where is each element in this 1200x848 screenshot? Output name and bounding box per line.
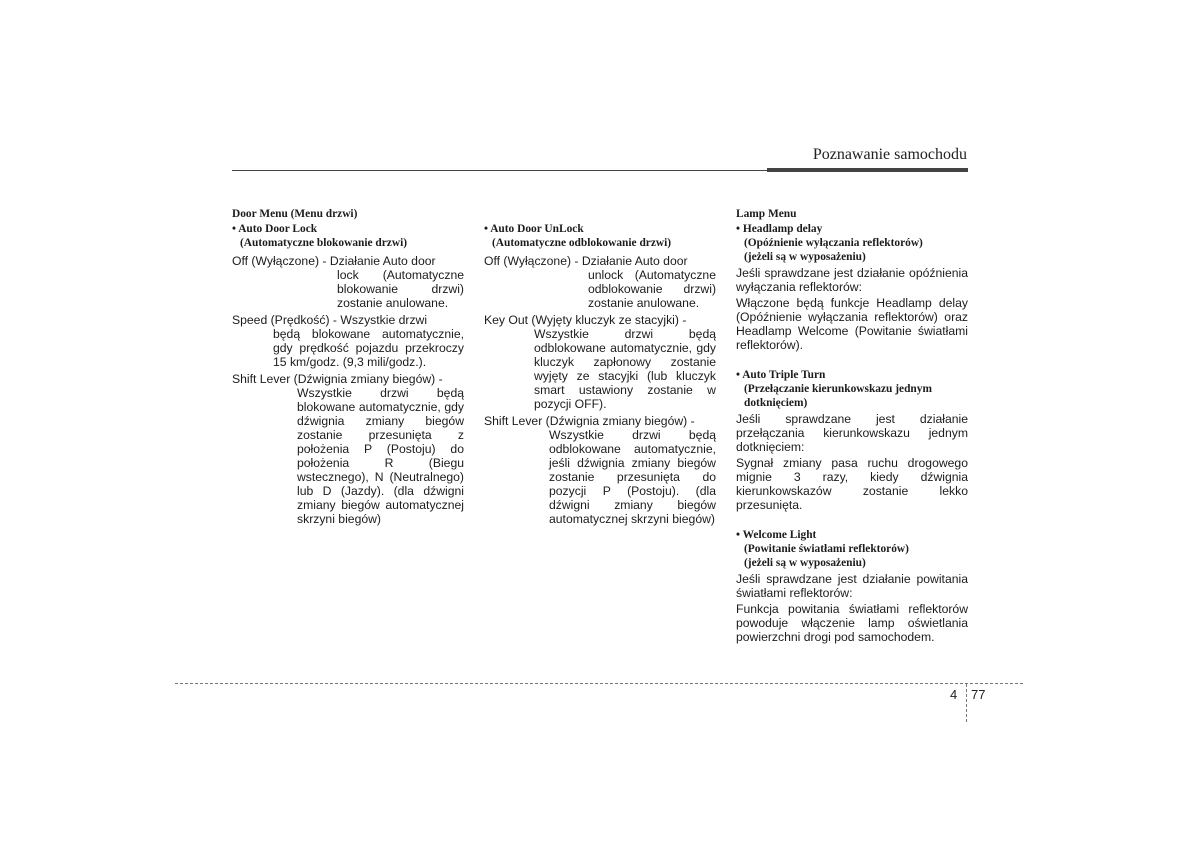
subsection-note: (jeżeli są w wyposażeniu) <box>744 556 866 569</box>
paragraph: Funkcja powitania światłami reflektorów powoduje włączenie lamp oświetlania powierzchni drogi pod samochodem. <box>736 602 968 644</box>
section-heading: Door Menu (Menu drzwi) <box>232 208 358 220</box>
subsection-description: (Powitanie światłami reflektorów) <box>744 543 909 555</box>
paragraph: Jeśli sprawdzane jest działanie powitania światłami reflektorów: <box>736 572 968 600</box>
option-head: Off (Wyłączone) - Działanie Auto door <box>484 253 688 268</box>
subsection-title: • Welcome Light <box>736 529 817 541</box>
option-body: unlock (Automatyczne odblokowanie drzwi) zostanie anulowane. <box>588 267 716 310</box>
subsection-description: (Automatyczne blokowanie drzwi) <box>240 237 408 249</box>
option-entry <box>232 313 464 369</box>
option-body: Wszystkie drzwi będą odblokowane automatycznie, gdy kluczyk zapłonowy zostanie wyjęty ze stacyjki (lub kluczyk smart ustawiony zostanie w pozycji OFF). <box>534 326 716 411</box>
paragraph: Włączone będą funkcje Headlamp delay (Opóźnienie wyłączania reflektorów) oraz Headlamp Welcome (Powitanie światłami reflektorów). <box>736 296 968 352</box>
page-number: 77 <box>971 687 986 702</box>
option-entry <box>484 313 716 411</box>
subsection-description: (Przełączanie kierunkowskazu jednym <box>744 383 932 395</box>
subsection-title: • Auto Door UnLock <box>484 223 584 235</box>
subsection-title: • Headlamp delay <box>736 223 823 235</box>
option-body: lock (Automatyczne blokowanie drzwi) zostanie anulowane. <box>337 267 464 310</box>
option-entry <box>232 254 464 310</box>
option-body: będą blokowane automatycznie, gdy prędkość pojazdu przekroczy 15 km/godz. (9,3 mili/godz.). <box>273 326 464 369</box>
paragraph: Sygnał zmiany pasa ruchu drogowego mignie 3 razy, kiedy dźwignia kierunkowskazów zostanie lekko przesunięta. <box>736 456 968 512</box>
header-rule <box>232 170 767 171</box>
option-head: Speed (Prędkość) - Wszystkie drzwi <box>232 312 428 327</box>
subsection-description: dotknięciem) <box>744 396 808 409</box>
subsection-title: • Auto Triple Turn <box>736 369 826 381</box>
section-heading: Lamp Menu <box>736 208 797 220</box>
subsection-description: (Automatyczne odblokowanie drzwi) <box>492 237 672 249</box>
column-door-unlock <box>484 222 716 529</box>
column-lamp-menu <box>736 207 968 646</box>
footer-rule <box>175 683 1023 684</box>
option-body: Wszystkie drzwi będą odblokowane automatycznie, jeśli dźwignia zmiany biegów zostanie przesunięta do pozycji P (Postoju). (dla dźwigni zmiany biegów automatycznej skrzyni biegów) <box>549 427 716 526</box>
subsection-title: • Auto Door Lock <box>232 223 318 235</box>
option-entry <box>232 372 464 526</box>
option-head: Shift Lever (Dźwignia zmiany biegów) - <box>484 413 695 428</box>
option-entry <box>484 254 716 310</box>
option-head: Key Out (Wyjęty kluczyk ze stacyjki) - <box>484 312 687 327</box>
option-entry <box>484 414 716 526</box>
paragraph: Jeśli sprawdzane jest działanie przełączania kierunkowskazu jednym dotknięciem: <box>736 412 968 454</box>
chapter-number: 4 <box>950 687 958 702</box>
subsection-description: (Opóźnienie wyłączania reflektorów) <box>744 237 923 249</box>
header-rule-accent <box>767 168 968 172</box>
column-door-lock <box>232 207 464 529</box>
option-head: Shift Lever (Dźwignia zmiany biegów) - <box>232 371 443 386</box>
subsection-note: (jeżeli są w wyposażeniu) <box>744 250 866 263</box>
paragraph: Jeśli sprawdzane jest działanie opóźnienia wyłączania reflektorów: <box>736 266 968 294</box>
footer-divider <box>966 684 967 722</box>
option-body: Wszystkie drzwi będą blokowane automatycznie, gdy dźwignia zmiany biegów zostanie przesunięta z położenia P (Postoju) do położenia R (Biegu wstecznego), N (Neutralnego) lub D (Jazdy). (dla dźwigni zmiany biegów automatycznej skrzyni biegów) <box>297 385 464 526</box>
option-head: Off (Wyłączone) - Działanie Auto door <box>232 253 436 268</box>
page-header-title: Poznawanie samochodu <box>812 146 967 163</box>
